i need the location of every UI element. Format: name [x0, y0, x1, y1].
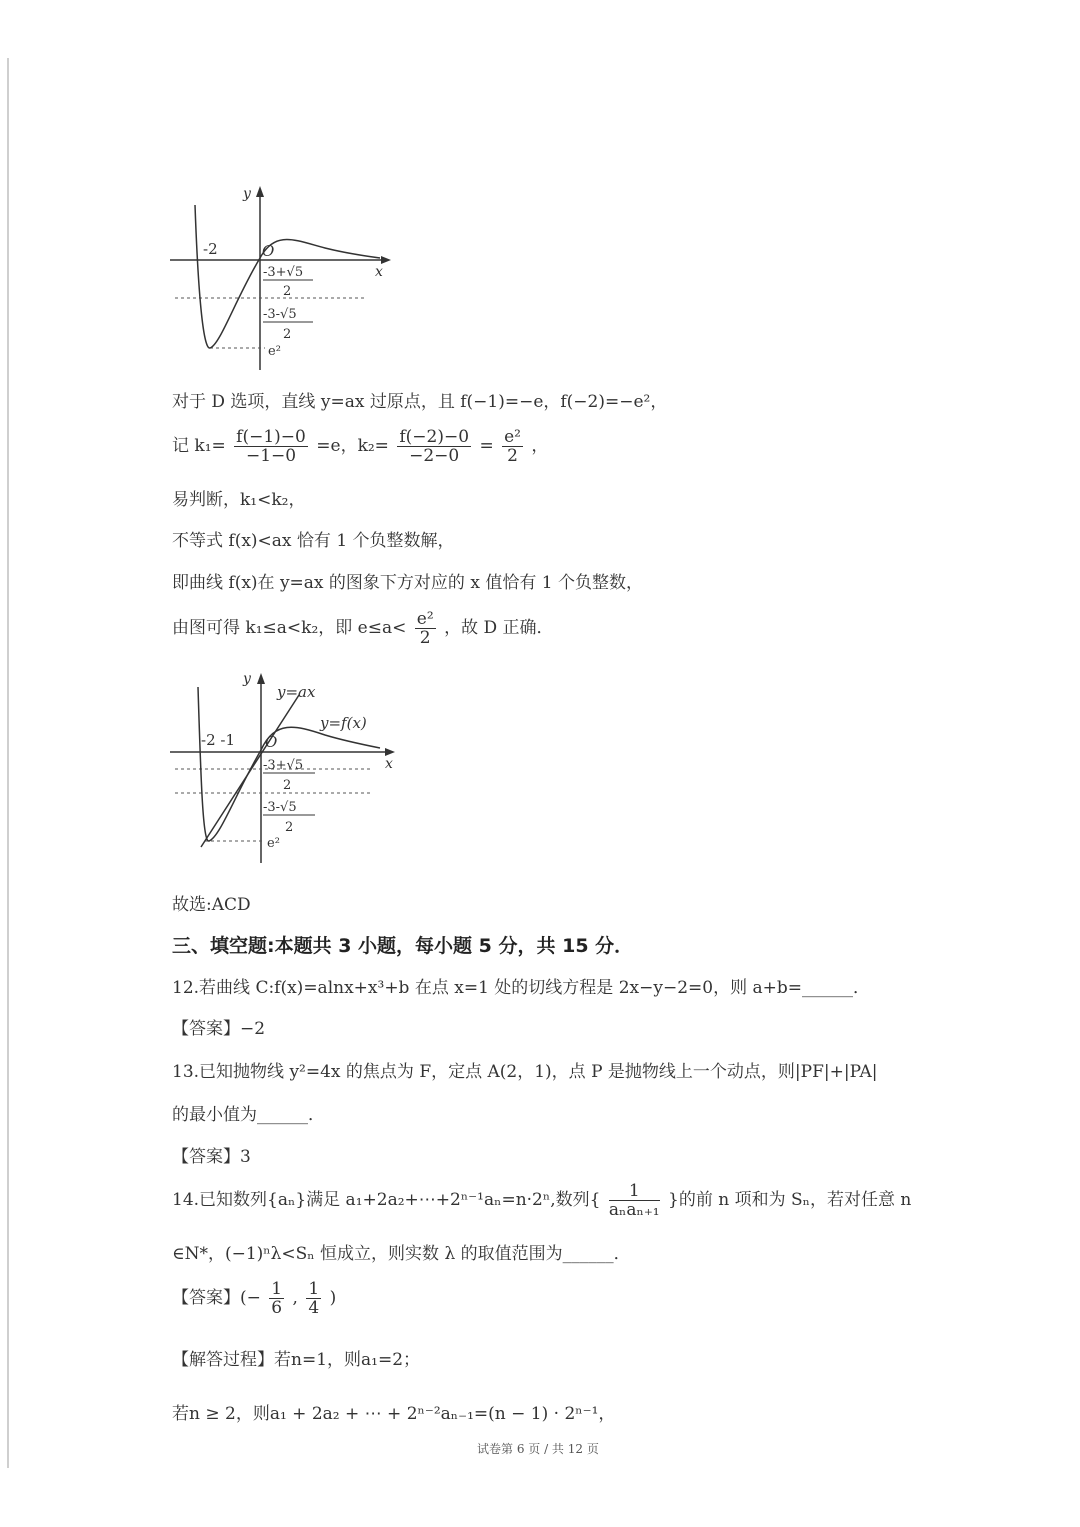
a14-den-1: 6 [271, 1298, 283, 1318]
e-label: e² [268, 344, 281, 359]
range-denominator: 2 [419, 628, 431, 648]
frac-a-den: 2 [283, 284, 292, 299]
answer-12: 【答案】−2 [172, 1019, 266, 1039]
question-13-line-1: 13.已知抛物线 y²=4x 的焦点为 F，定点 A(2，1)，点 P 是抛物线上一个动点，则|PF|+|PA| [172, 1062, 878, 1082]
a14-mid: , [292, 1288, 298, 1308]
k2-result-denominator: 2 [507, 446, 518, 466]
easy-judge-line: 易判断，k₁<k₂， [172, 490, 306, 510]
x-axis-arrow-icon [385, 748, 395, 756]
range-numerator: e² [416, 609, 434, 629]
a14-fraction-1 [269, 1280, 284, 1317]
curve-label: y=f(x) [320, 714, 367, 732]
section-3-heading: 三、填空题:本题共 3 小题，每小题 5 分，共 15 分． [172, 935, 634, 957]
k2-fraction [397, 428, 471, 465]
frac-b-den: 2 [283, 327, 292, 342]
frac-a-den: 2 [283, 778, 292, 793]
a14-suffix: ) [329, 1288, 337, 1308]
k2-equals: = [479, 436, 494, 456]
x-axis-arrow-icon [381, 256, 391, 264]
origin-label: O [262, 242, 275, 260]
k1-numerator: f(−1)−0 [236, 427, 306, 447]
from-figure-start: 由图可得 k₁≤a<k₂，即 e≤a< [172, 618, 407, 638]
k-prefix: 记 k₁= [172, 436, 226, 456]
question-14-line-1 [172, 1182, 911, 1219]
e-label: e² [267, 836, 280, 851]
a14-den-2: 4 [308, 1298, 320, 1318]
inequality-line: 不等式 f(x)<ax 恰有 1 个负整数解， [172, 531, 455, 551]
a14-num-1: 1 [271, 1279, 283, 1299]
figure-1-graph [165, 180, 405, 380]
k2-result-fraction [502, 428, 523, 465]
frac-a-num: -3+√5 [263, 758, 304, 773]
k2-result-numerator: e² [504, 427, 521, 447]
page-left-border [7, 58, 9, 1468]
frac-b-num: -3-√5 [263, 307, 297, 322]
tick-neg2-neg1: -2 -1 [201, 731, 235, 749]
question-13-line-2: 的最小值为______． [172, 1105, 325, 1125]
k-definition-line [172, 428, 548, 465]
solution-line-1: 【解答过程】若n=1，则a₁=2； [172, 1350, 421, 1370]
a14-prefix: 【答案】(− [172, 1288, 261, 1308]
k2-numerator: f(−2)−0 [399, 427, 470, 447]
tick-neg2: -2 [203, 240, 218, 258]
q14-numerator: 1 [609, 1182, 660, 1201]
k1-equals: =e，k₂= [316, 436, 389, 456]
y-label: y [243, 671, 251, 687]
frac-a-num: -3+√5 [263, 265, 304, 280]
q14-start: 14.已知数列{aₙ}满足 a₁+2a₂+⋯+2ⁿ⁻¹aₙ=n·2ⁿ,数列{ [172, 1190, 601, 1210]
k2-denominator: −2−0 [409, 446, 460, 466]
frac-b-num: -3-√5 [263, 800, 297, 815]
y-axis-arrow-icon [257, 673, 265, 684]
line-label: y=ax [277, 683, 316, 701]
q14-end: }的前 n 项和为 Sₙ，若对任意 n [668, 1190, 912, 1210]
d-option-line: 对于 D 选项，直线 y=ax 过原点，且 f(−1)=−e，f(−2)=−e²， [172, 392, 668, 412]
y-axis-arrow-icon [256, 186, 264, 197]
y-label: y [243, 186, 251, 202]
range-fraction [415, 610, 436, 647]
figure-2-graph [165, 665, 405, 870]
page-footer: 试卷第 6 页 / 共 12 页 [477, 1442, 599, 1456]
k1-fraction [234, 428, 308, 465]
x-label: x [385, 756, 393, 772]
a14-num-2: 1 [308, 1279, 320, 1299]
k1-denominator: −1−0 [245, 446, 297, 466]
k2-end: ， [531, 436, 549, 456]
solution-line-2: 若n ≥ 2，则a₁ + 2a₂ + ⋯ + 2ⁿ⁻²aₙ₋₁=(n − 1) · 2ⁿ⁻¹， [172, 1404, 616, 1424]
q14-denominator: aₙaₙ₊₁ [608, 1200, 660, 1220]
answer-13: 【答案】3 [172, 1147, 251, 1167]
frac-b-den: 2 [285, 820, 294, 835]
curve-line: 即曲线 f(x)在 y=ax 的图象下方对应的 x 值恰有 1 个负整数， [172, 573, 643, 593]
choose-answer: 故选:ACD [172, 895, 251, 915]
answer-14 [172, 1280, 336, 1317]
q14-fraction [609, 1182, 660, 1219]
from-figure-end: ，故 D 正确． [444, 618, 554, 638]
question-12: 12.若曲线 C:f(x)=alnx+x³+b 在点 x=1 处的切线方程是 2x−y−2=0，则 a+b=______． [172, 978, 870, 998]
origin-label: O [265, 733, 278, 751]
from-figure-line [172, 610, 554, 647]
question-14-line-2: ∈N*，(−1)ⁿλ<Sₙ 恒成立，则实数 λ 的取值范围为______． [172, 1244, 631, 1264]
a14-fraction-2 [306, 1280, 321, 1317]
x-label: x [375, 264, 383, 280]
